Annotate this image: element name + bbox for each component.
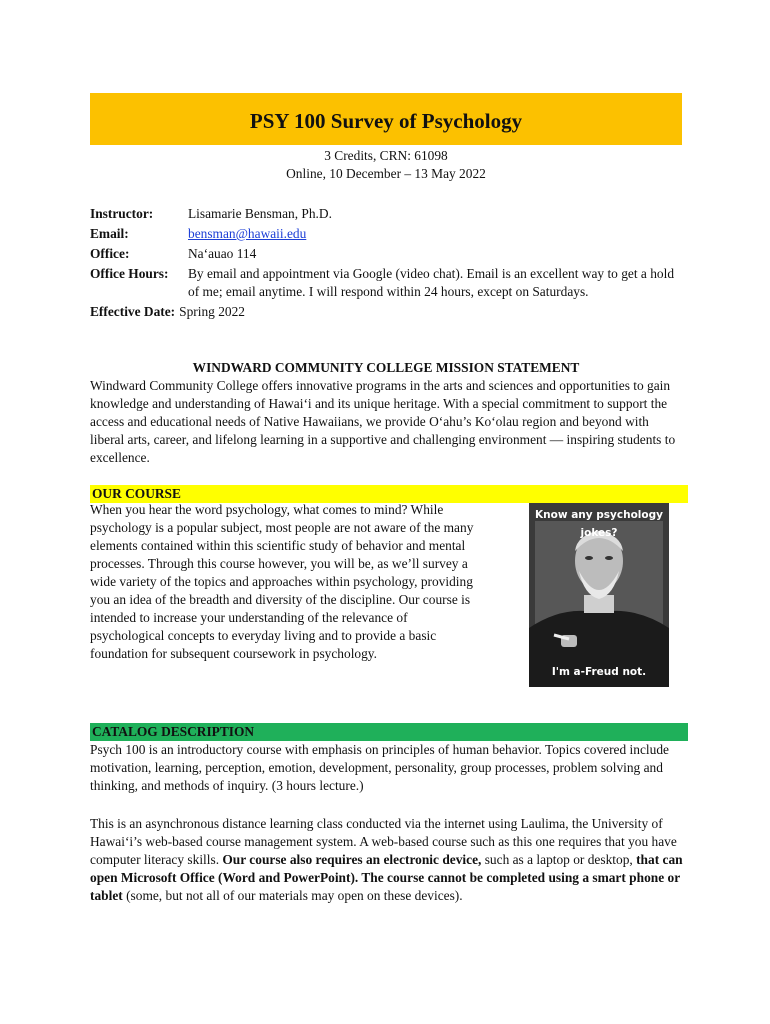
office-label: Office: [90,246,130,261]
effective-date-label: Effective Date: [90,304,176,319]
catalog-description-heading: CATALOG DESCRIPTION [92,724,255,739]
mission-heading: WINDWARD COMMUNITY COLLEGE MISSION STATEMENT [192,360,580,375]
office-hours-label: Office Hours: [90,266,169,281]
meme-bottom-text: I'm a-Freud not. [551,666,647,678]
instructor-row [90,205,682,223]
meme-top-text: Know any psychology jokes? [535,509,663,539]
mission-text: Windward Community College offers innovative programs in the arts and sciences and opportunities to gain knowledge and understanding of Hawai‘i and its unique heritage. With a special commitment to support the access and educational needs of Native Hawaiians, we provide O‘ahu’s Ko‘olau region and beyond with liberal arts, career, and lifelong learning in a supportive and challenging environment — inspiring students to excellence. [90,378,676,465]
catalog-description-text: Psych 100 is an introductory course with emphasis on principles of human behavior. Topics covered include motivation, learning, perception, emotion, development, personality, group processes, problem solving and thinking, and methods of inquiry. (3 hours lecture.) [90,742,669,793]
our-course-heading: OUR COURSE [92,486,181,501]
instructor-label: Instructor: [90,206,154,221]
our-course-text: When you hear the word psychology, what comes to mind? While psychology is a popular subject, most people are not aware of the many elements contained within this scientific study of behavior and mental processes. Through this course however, you will be, as we’ll survey a wide variety of the topics and approaches within psychology, providing you an idea of the breadth and diversity of the discipline. Our course is intended to increase your understanding of the relevance of psychological concepts to everyday living and to provide a basic foundation for subsequent coursework in psychology. [90,502,474,661]
device-requirement-bold: Our course also requires an electronic device, [222,852,482,867]
distance-learning-paragraph [90,815,690,905]
dates-line: Online, 10 December – 13 May 2022 [286,166,486,181]
freud-meme-image [529,503,669,687]
distance-learning-text-3: (some, but not all of our materials may open on these devices). [122,888,463,903]
instructor-info [90,205,682,321]
distance-learning-text-2: such as a laptop or desktop, [481,852,637,867]
email-label: Email: [90,226,129,241]
office-hours-value: By email and appointment via Google (video chat). Email is an excellent way to get a hold of me; email anytime. I will respond within 24 hours, except on Saturdays. [188,266,675,299]
distance-learning-text-1: This is an asynchronous distance learning class conducted via the internet using Laulima, the University of Hawai‘i’s web-based course management system. A web-based course such as this one requires that you have computer literacy skills. [90,816,677,867]
office-row [90,245,682,263]
credits-line: 3 Credits, CRN: 61098 [324,148,448,163]
office-hours-row [90,265,682,301]
email-row [90,225,682,243]
office-requirement-bold: that can open Microsoft Office (Word and PowerPoint). The course cannot be completed using a smart phone or tablet [90,852,683,903]
effective-date-row [90,303,682,321]
catalog-description-banner [90,723,688,741]
office-value: Na‘auao 114 [188,246,257,261]
title-banner [90,93,682,145]
effective-date-value: Spring 2022 [179,304,245,319]
instructor-value: Lisamarie Bensman, Ph.D. [188,206,332,221]
course-title: PSY 100 Survey of Psychology [249,109,523,133]
email-link[interactable]: bensman@hawaii.edu [188,226,307,241]
